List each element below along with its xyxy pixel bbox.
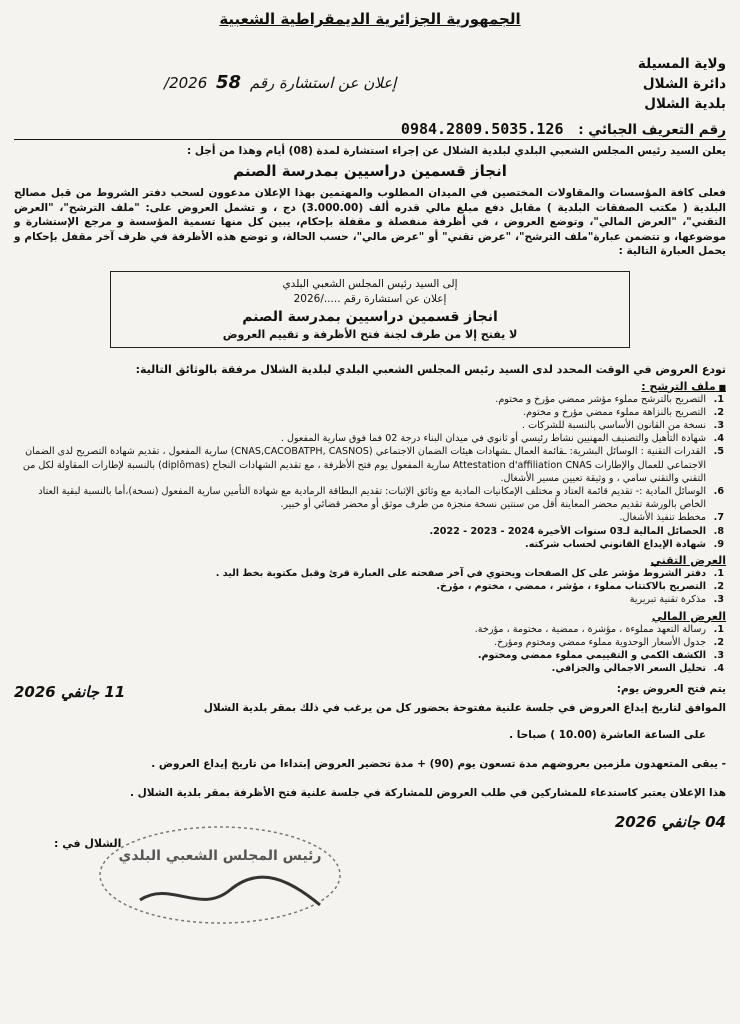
notice-title-label: إعلان عن استشارة رقم	[249, 74, 397, 92]
candidature-item	[14, 406, 724, 419]
notice-title	[164, 72, 396, 93]
technical-list	[14, 567, 726, 607]
item-number: 4.	[713, 663, 724, 675]
financial-item	[14, 636, 724, 649]
deposit-text: تودع العروض في الوقت المحدد لدى السيد رئيس المجلس الشعبي البلدي لبلدية الشلال مرفقة بالوثائق التالية:	[135, 362, 726, 376]
item-text: دفتر الشروط مؤشر على كل الصفحات ويحتوي في آخر صفحته على العبارة قرئ وقبل مكتوبة بخط اليد .	[215, 567, 706, 579]
tax-id-label: رقم التعريف الجبائي :	[578, 122, 726, 138]
body-paragraph: فعلى كافة المؤسسات والمقاولات المختصين في الميدان المطلوب والمهتمين بهذا الإعلان مدعوون لسحب دفتر الشروط من قبل مصالح البلدية ( مكتب الصفقات البلدية ) مقابل دفع مبلغ مالي قدره ألف (3.000.00) دج ، و تشمل العروض على: "ملف الترشح"، "العرض التقني"، "العرض المالي"، وتوضع العروض ، في أظرفة منفصلة و مقفلة بإحكام، يبين كل منها تسمية المؤسسة و مرجع الإستشارة و موضوعها، و تتضمن عبارة"ملف الترشح"، "عرض تقني" أو "عرض مالي"، حسب الحالة، و توضع هذه الأظرفة في ظرف آخر مقفل بإحكام و يحمل العبارة التالية :	[14, 187, 726, 257]
item-number: 2.	[713, 636, 724, 648]
item-number: 1.	[713, 623, 724, 635]
item-number: 2.	[713, 581, 724, 593]
item-text: مخطط تنفيذ الأشغال.	[619, 512, 706, 524]
envelope-line-4: لا يفتح إلا من طرف لجنة فتح الأظرفة و تقييم العروض	[222, 327, 518, 341]
technical-item	[14, 580, 724, 593]
item-text: شهادة الإيداع القانوني لحساب شركته.	[525, 538, 706, 550]
admin-block	[638, 32, 726, 114]
commune: بلدية الشلال	[644, 96, 726, 112]
candidature-item	[14, 525, 724, 538]
item-text: التصريح بالنزاهة مملوء ممضي مؤرخ و مختوم.	[523, 406, 706, 418]
envelope-line-2: إعلان عن استشارة رقم ...../2026	[293, 292, 447, 305]
opening-line	[14, 683, 726, 701]
signature-stroke	[140, 877, 320, 905]
candidature-item	[14, 393, 724, 406]
tax-id-row	[14, 120, 726, 140]
envelope-box	[110, 271, 630, 348]
official-stamp	[80, 820, 380, 930]
sign-handwritten-date: 04 جانفي 2026	[614, 813, 726, 832]
item-number: 3.	[713, 419, 724, 431]
notice-number: 58	[216, 72, 242, 93]
item-text: رسالة التعهد مملوءة ، مؤشرة ، ممضية ، مختومة ، مؤرخة.	[474, 623, 706, 635]
place-label: الشلال في :	[54, 837, 122, 851]
header-row	[14, 32, 726, 114]
opening-handwritten-date: 11 جانفي 2026	[14, 683, 126, 702]
item-number: 4.	[713, 433, 724, 445]
invitation-text: هذا الإعلان يعتبر كاستدعاء للمشاركين في طلب العروض للمشاركة في جلسة علنية فتح الأظرفة بمقر بلدية الشلال .	[129, 787, 726, 800]
item-number: 6.	[713, 485, 724, 497]
financial-item	[14, 649, 724, 662]
republic-title: الجمهورية الجزائرية الديمقراطية الشعبية	[219, 10, 521, 28]
candidature-heading: ■ ملف الترشح :	[14, 380, 726, 393]
financial-item	[14, 623, 724, 636]
stamp-outline	[100, 827, 340, 923]
item-number: 2.	[713, 406, 724, 418]
technical-item	[14, 593, 724, 606]
candidature-item	[14, 511, 724, 524]
opening-before: يتم فتح العروض يوم:	[616, 683, 726, 696]
opening-after: الموافق لتاريخ إيداع العروض في جلسة علنية مفتوحة بحضور كل من يرغب في ذلك بمقر بلدية الشلال	[203, 702, 726, 715]
technical-item	[14, 567, 724, 580]
notice-year: 2026/	[164, 74, 208, 92]
item-number: 5.	[713, 446, 724, 458]
intro-text: يعلن السيد رئيس المجلس الشعبي البلدي لبلدية الشلال عن إجراء استشارة لمدة (08) أيام وهذا من أجل :	[187, 145, 726, 157]
item-text: شهادة التأهيل والتصنيف المهنيين نشاط رئيسي أو ثانوي في ميدان البناء درجة 02 فما فوق سارية المفعول .	[280, 433, 706, 445]
item-text: جدول الأسعار الوحدوية مملوء ممضي ومختوم ومؤرخ.	[494, 636, 706, 648]
item-number: 3.	[713, 649, 724, 661]
opening-time: على الساعة العاشرة (10.00 ) صباحا .	[509, 729, 706, 742]
envelope-line-3: انجاز قسمين دراسيين بمدرسة الصنم	[242, 308, 498, 325]
candidature-item	[14, 432, 724, 445]
tax-id-value: 0984.2809.5035.126	[400, 120, 564, 138]
item-number: 1.	[713, 393, 724, 405]
item-number: 1.	[713, 567, 724, 579]
item-text: التصريح بالاكتتاب مملوء ، مؤشر ، ممضي ، مختوم ، مؤرخ.	[436, 581, 706, 593]
item-text: مذكرة تقنية تبريرية	[629, 594, 706, 606]
item-text: الكشف الكمي و التقييمي مملوء ممضي ومختوم.	[477, 649, 706, 661]
candidature-item	[14, 445, 724, 485]
item-number: 3.	[713, 594, 724, 606]
item-text: الوسائل المادية :- تقديم قائمة العتاد و مختلف الإمكانيات المادية مع وثائق الإثبات: تقديم البطاقة الرمادية مع شهادة التأمين سارية المفعول (نسخة)،أما بالنسبة لبقية العتاد الخاص بالورشة تقديم محضر المعاينة أقل من سنتين نسخة منجزة من طرف موثق أو محضر قضائي أو خبير.	[38, 485, 706, 511]
candidature-item	[14, 538, 724, 551]
stamp-text: رئيس المجلس الشعبي البلدي	[118, 848, 322, 864]
wilaya: ولاية المسيلة	[637, 56, 726, 72]
item-number: 7.	[713, 512, 724, 524]
financial-heading: العرض المالي	[651, 609, 726, 623]
candidature-item	[14, 485, 724, 511]
item-text: نسخة من القانون الأساسي بالنسبة للشركات .	[521, 419, 706, 431]
item-text: تحليل السعر الاجمالي والجزافي.	[551, 663, 706, 675]
item-text: القدرات التقنية : الوسائل البشرية: ـقائمة العمال ـشهادات هيئات الضمان الاجتماعي (CNAS,CACOBATPH, CASNOS) سارية المفعول ، تقديم شهادة التصريح لدى الضمان الاجتماعي للعمال والإطارات Attestation d'affiliation CNAS سارية المفعول يوم فتح الأظرفة ، مع تقديم الشهادات النجاح (diplômas) بالنسبة لإطارات المقاولة لكل من التقني والتقني سامي ، و وثيقة تعيين مسير الأشغال.	[22, 446, 706, 484]
validity-text: - يبقى المتعهدون ملزمين بعروضهم مدة تسعون يوم (90) + مدة تحضير العروض إبتداءا من تاريخ إيداع العروض .	[151, 758, 726, 771]
candidature-list	[14, 393, 726, 551]
technical-heading: العرض التقني	[650, 553, 726, 567]
candidature-item	[14, 419, 724, 432]
daira: دائرة الشلال	[642, 76, 726, 92]
item-text: التصريح بالترشح مملوء مؤشر ممضي مؤرخ و مختوم.	[495, 393, 706, 405]
item-number: 9.	[713, 538, 724, 550]
financial-list	[14, 623, 726, 676]
financial-item	[14, 662, 724, 675]
item-number: 8.	[713, 525, 724, 537]
project-title: انجاز قسمين دراسيين بمدرسة الصنم	[233, 162, 507, 180]
envelope-line-1: إلى السيد رئيس المجلس الشعبي البلدي	[282, 277, 458, 290]
item-text: الحصائل المالية لـ03 سنوات الأخيرة 2024 - 2023 - 2022.	[429, 525, 706, 537]
